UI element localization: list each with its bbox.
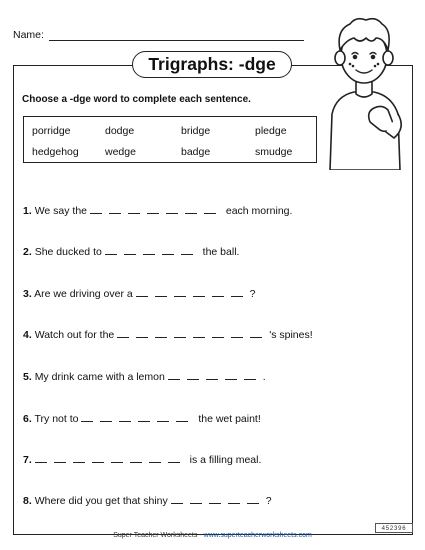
- word-bank-item: smudge: [255, 146, 293, 158]
- answer-blanks[interactable]: [35, 454, 187, 466]
- worksheet-title: Trigraphs: -dge: [132, 51, 292, 78]
- sentence-number: 6.: [23, 413, 32, 425]
- answer-blank[interactable]: [187, 370, 199, 380]
- answer-blanks[interactable]: [81, 413, 195, 425]
- sentence-number: 4.: [23, 329, 32, 341]
- word-bank-item: wedge: [105, 146, 136, 158]
- answer-blanks[interactable]: [117, 329, 269, 341]
- answer-blank[interactable]: [185, 204, 197, 214]
- answer-blank[interactable]: [111, 453, 123, 463]
- footer-site-link[interactable]: www.superteacherworksheets.com: [203, 532, 312, 539]
- answer-blank[interactable]: [212, 328, 224, 338]
- sentence-text-after: is a filling meal.: [189, 454, 262, 466]
- answer-blank[interactable]: [119, 412, 131, 422]
- sentence-number: 1.: [23, 205, 32, 217]
- answer-blank[interactable]: [212, 287, 224, 297]
- name-label: Name:: [13, 29, 44, 41]
- answer-blank[interactable]: [162, 245, 174, 255]
- sentence-text-after: ?: [249, 288, 256, 300]
- answer-blanks[interactable]: [171, 495, 266, 507]
- sentence-text-after: .: [262, 371, 266, 383]
- answer-blank[interactable]: [35, 453, 47, 463]
- sentence-7: [23, 453, 261, 466]
- footer-brand: Super Teacher Worksheets: [113, 532, 198, 539]
- answer-blank[interactable]: [157, 412, 169, 422]
- sentence-text-before: We say the: [34, 205, 88, 217]
- answer-blank[interactable]: [138, 412, 150, 422]
- sentence-text-before: Try not to: [34, 413, 79, 425]
- sentence-text-before: Where did you get that shiny: [34, 495, 168, 507]
- answer-blank[interactable]: [105, 245, 117, 255]
- footer-separator: -: [199, 532, 202, 539]
- word-bank-item: hedgehog: [32, 146, 79, 158]
- answer-blank[interactable]: [117, 328, 129, 338]
- answer-blank[interactable]: [143, 245, 155, 255]
- word-bank-item: pledge: [255, 125, 287, 137]
- sentence-number: 2.: [23, 246, 32, 258]
- answer-blank[interactable]: [149, 453, 161, 463]
- answer-blank[interactable]: [181, 245, 193, 255]
- instructions: Choose a -dge word to complete each sentence.: [22, 94, 251, 105]
- answer-blank[interactable]: [244, 370, 256, 380]
- answer-blanks[interactable]: [168, 371, 263, 383]
- answer-blank[interactable]: [193, 287, 205, 297]
- answer-blank[interactable]: [171, 494, 183, 504]
- sentence-2: [23, 245, 239, 258]
- sentence-number: 3.: [23, 288, 32, 300]
- word-bank: [23, 116, 317, 163]
- sentence-text-before: Are we driving over a: [34, 288, 133, 300]
- answer-blank[interactable]: [168, 453, 180, 463]
- answer-blank[interactable]: [92, 453, 104, 463]
- footer: [0, 532, 425, 539]
- answer-blank[interactable]: [231, 328, 243, 338]
- answer-blanks[interactable]: [136, 288, 250, 300]
- answer-blank[interactable]: [130, 453, 142, 463]
- answer-blank[interactable]: [90, 204, 102, 214]
- answer-blank[interactable]: [228, 494, 240, 504]
- answer-blank[interactable]: [250, 328, 262, 338]
- answer-blank[interactable]: [176, 412, 188, 422]
- worksheet-code: 452396: [375, 523, 413, 533]
- word-bank-item: badge: [181, 146, 211, 158]
- answer-blank[interactable]: [209, 494, 221, 504]
- name-line: [49, 40, 304, 41]
- word-bank-item: dodge: [105, 125, 135, 137]
- sentence-text-after: each morning.: [225, 205, 293, 217]
- answer-blanks[interactable]: [90, 205, 223, 217]
- answer-blank[interactable]: [206, 370, 218, 380]
- answer-blank[interactable]: [193, 328, 205, 338]
- word-bank-item: bridge: [181, 125, 211, 137]
- sentence-text-after: the ball.: [202, 246, 240, 258]
- answer-blank[interactable]: [155, 328, 167, 338]
- answer-blank[interactable]: [225, 370, 237, 380]
- sentence-text-after: 's spines!: [269, 329, 313, 341]
- word-bank-item: porridge: [32, 125, 71, 137]
- answer-blank[interactable]: [73, 453, 85, 463]
- sentence-8: [23, 494, 272, 507]
- answer-blank[interactable]: [147, 204, 159, 214]
- answer-blank[interactable]: [168, 370, 180, 380]
- answer-blank[interactable]: [136, 328, 148, 338]
- sentence-5: [23, 370, 266, 383]
- answer-blanks[interactable]: [105, 246, 200, 258]
- sentence-6: [23, 412, 261, 425]
- answer-blank[interactable]: [174, 328, 186, 338]
- sentence-text-after: ?: [265, 495, 272, 507]
- answer-blank[interactable]: [109, 204, 121, 214]
- answer-blank[interactable]: [174, 287, 186, 297]
- sentence-4: [23, 328, 313, 341]
- answer-blank[interactable]: [166, 204, 178, 214]
- answer-blank[interactable]: [247, 494, 259, 504]
- sentence-1: [23, 204, 292, 217]
- sentence-3: [23, 287, 256, 300]
- answer-blank[interactable]: [204, 204, 216, 214]
- answer-blank[interactable]: [136, 287, 148, 297]
- boy-illustration: [318, 10, 410, 170]
- sentence-text-before: My drink came with a lemon: [34, 371, 165, 383]
- sentence-number: 5.: [23, 371, 32, 383]
- sentence-text-after: the wet paint!: [198, 413, 261, 425]
- answer-blank[interactable]: [231, 287, 243, 297]
- sentence-text-before: She ducked to: [34, 246, 102, 258]
- answer-blank[interactable]: [100, 412, 112, 422]
- answer-blank[interactable]: [81, 412, 93, 422]
- answer-blank[interactable]: [124, 245, 136, 255]
- sentence-text-before: Watch out for the: [34, 329, 115, 341]
- answer-blank[interactable]: [128, 204, 140, 214]
- answer-blank[interactable]: [54, 453, 66, 463]
- sentence-number: 8.: [23, 495, 32, 507]
- answer-blank[interactable]: [155, 287, 167, 297]
- answer-blank[interactable]: [190, 494, 202, 504]
- sentence-number: 7.: [23, 454, 32, 466]
